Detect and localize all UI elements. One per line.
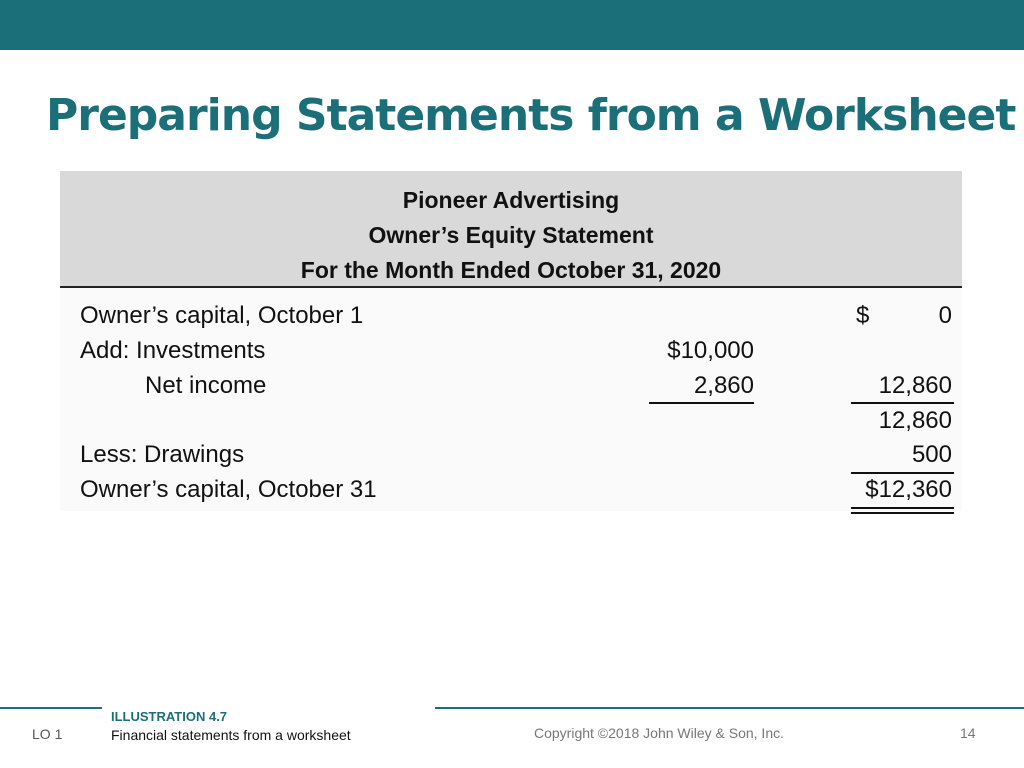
row-label: Owner’s capital, October 31 (80, 476, 377, 503)
detail-value: $10,000 (667, 337, 754, 364)
illustration-caption: Financial statements from a worksheet (111, 727, 351, 743)
statement-period: For the Month Ended October 31, 2020 (300, 257, 722, 283)
page-number: 14 (960, 725, 976, 741)
statement-name: Owner’s Equity Statement (368, 222, 654, 248)
detail-value: 2,860 (693, 372, 754, 399)
statement-row (60, 437, 962, 472)
total-value: 12,860 (878, 372, 952, 399)
owners-equity-statement (60, 171, 962, 511)
row-label: Owner’s capital, October 1 (80, 302, 364, 329)
row-label: Less: Drawings (80, 441, 245, 468)
row-label: Add: Investments (80, 337, 266, 364)
footer-divider-left (0, 707, 102, 709)
statement-row (60, 403, 962, 438)
top-accent-band (0, 0, 1024, 50)
slide-title: Preparing Statements from a Worksheet (46, 90, 1016, 141)
statement-row (60, 472, 962, 507)
statement-body (60, 288, 962, 511)
statement-row (60, 368, 962, 403)
company-name: Pioneer Advertising (402, 187, 620, 213)
statement-row (60, 298, 962, 333)
total-value: 12,860 (878, 407, 952, 434)
total-value: 500 (911, 441, 952, 468)
learning-objective: LO 1 (32, 726, 63, 742)
illustration-number: ILLUSTRATION 4.7 (111, 709, 228, 724)
double-underline-top (851, 507, 954, 509)
total-value: 0 (938, 302, 952, 329)
footer-divider-right (435, 707, 1024, 709)
statement-row (60, 333, 962, 368)
double-underline-bottom (851, 512, 954, 514)
copyright: Copyright ©2018 John Wiley & Son, Inc. (534, 725, 784, 741)
total-value: $12,360 (865, 476, 952, 503)
statement-header (60, 171, 962, 288)
dollar-sign: $ (856, 302, 870, 329)
row-label: Net income (145, 372, 267, 399)
